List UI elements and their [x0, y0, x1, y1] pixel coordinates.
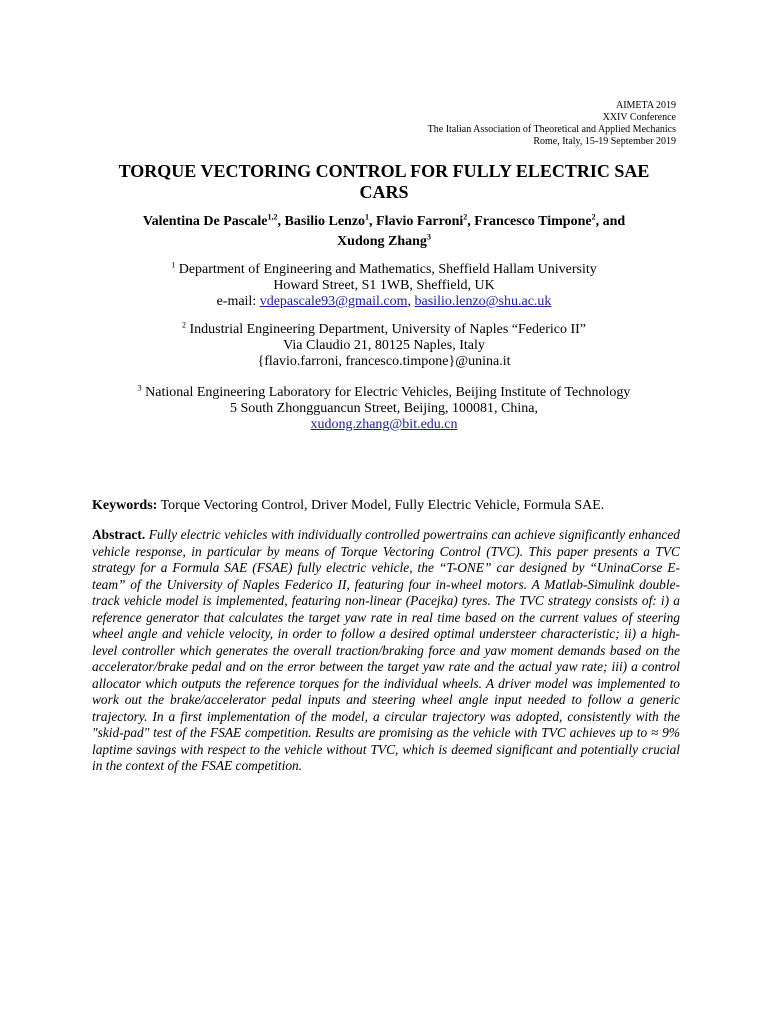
abstract-text: Fully electric vehicles with individually controlled powertrains can achieve significantly enhanced vehicle response, in particular by means of Torque Vectoring Control (TVC). This paper presents a TVC strategy for a Formula SAE (FSAE) fully electric vehicle, the “T-ONE” car designed by “UninaCorse E-team” of the University of Naples Federico II, featuring four in-wheel motors. A Matlab-Simulink double-track vehicle model is implemented, featuring non-linear (Pacejka) tyres. The TVC strategy consists of: i) a reference generator that calculates the target yaw rate in real time based on the current values of steering wheel angle and vehicle velocity, in order to follow a desired optimal understeer characteristic; ii) a high-level controller which generates the overall traction/braking force and yaw moment demands based on the accelerator/brake pedal and on the error between the target yaw rate and the actual yaw rate; iii) a control allocator which outputs the reference torques for the individual wheels. A driver model was implemented to work out the brake/accelerator pedal inputs and steering wheel angle input needed to follow a generic trajectory. In a first implementation of the model, a circular trajectory was adopted, consistently with the "skid-pad" test of the FSAE competition. Results are promising as the vehicle with TVC achieves up to ≈ 9% laptime savings with respect to the vehicle without TVC, which is deemed significant and potentially crucial in the context of the FSAE competition.	[92, 527, 680, 773]
abstract-label: Abstract.	[92, 527, 146, 542]
author-name: Basilio Lenzo	[284, 214, 366, 229]
affiliation-marker: 1	[171, 260, 176, 270]
paper-title	[100, 161, 668, 203]
email-link[interactable]: basilio.lenzo@shu.ac.uk	[414, 294, 552, 309]
keywords-section	[92, 497, 682, 514]
author-conjunction: and	[602, 214, 626, 229]
affiliation-address: Via Claudio 21, 80125 Naples, Italy	[283, 338, 485, 353]
title-line-1: TORQUE VECTORING CONTROL FOR FULLY ELECTRIC SAE	[118, 161, 650, 181]
affiliation-institution: Department of Engineering and Mathematics, Sheffield Hallam University	[178, 262, 597, 277]
affiliation-address: 5 South Zhongguancun Street, Beijing, 100081, China,	[230, 401, 538, 416]
email-link[interactable]: xudong.zhang@bit.edu.cn	[310, 417, 458, 432]
author-name: Flavio Farroni	[376, 214, 464, 229]
authors-line-1: Valentina De Pascale$^{1,2}$, Basilio Lenzo$^1$, Flavio Farroni$^2$, Francesco Timpone$^2$, and	[142, 212, 626, 229]
authors-line-2	[100, 232, 668, 252]
affiliation-marker: 3	[137, 383, 142, 393]
author-affiliation-marker: 1	[365, 212, 370, 222]
conference-edition: XXIV Conference	[602, 112, 676, 123]
author-name: Francesco Timpone	[474, 214, 592, 229]
title-line-2: CARS	[359, 182, 409, 202]
email-link[interactable]: vdepascale93@gmail.com	[259, 294, 408, 309]
affiliation-institution: Industrial Engineering Department, University of Naples “Federico II”	[189, 322, 587, 337]
conference-header	[428, 100, 676, 148]
affiliation-emails: {flavio.farroni, francesco.timpone}@unina.it	[257, 354, 511, 369]
association-name: The Italian Association of Theoretical and Applied Mechanics	[427, 124, 676, 135]
keywords-text: Torque Vectoring Control, Driver Model, Fully Electric Vehicle, Formula SAE.	[160, 498, 605, 513]
author-affiliation-marker: 2	[591, 212, 596, 222]
author-affiliation-marker: 2	[463, 212, 468, 222]
author-name: Xudong Zhang	[337, 234, 427, 249]
email-label: e-mail:	[216, 294, 260, 309]
author-affiliation-marker: 3	[426, 232, 431, 242]
author-affiliation-marker: 1,2	[267, 212, 278, 222]
affiliation-3	[100, 385, 668, 433]
affiliation-address: Howard Street, S1 1WB, Sheffield, UK	[273, 278, 495, 293]
conference-location-date: Rome, Italy, 15-19 September 2019	[533, 136, 676, 147]
affiliation-institution: National Engineering Laboratory for Electric Vehicles, Beijing Institute of Technology	[145, 385, 631, 400]
affiliation-1: $^1$ Department of Engineering and Mathematics, Sheffield Hallam University Howard Street, S1 1WB, Sheffield, UK e-mail: vdepascale93@gmail.com, basilio.lenzo@shu.ac.uk	[100, 262, 668, 310]
keywords-label: Keywords:	[92, 498, 158, 513]
affiliation-marker: 2	[181, 320, 186, 330]
author-list	[100, 212, 668, 252]
conference-name: AIMETA 2019	[615, 100, 676, 111]
author-name: Valentina De Pascale	[142, 214, 268, 229]
affiliation-2	[100, 322, 668, 370]
abstract-section	[92, 527, 680, 775]
